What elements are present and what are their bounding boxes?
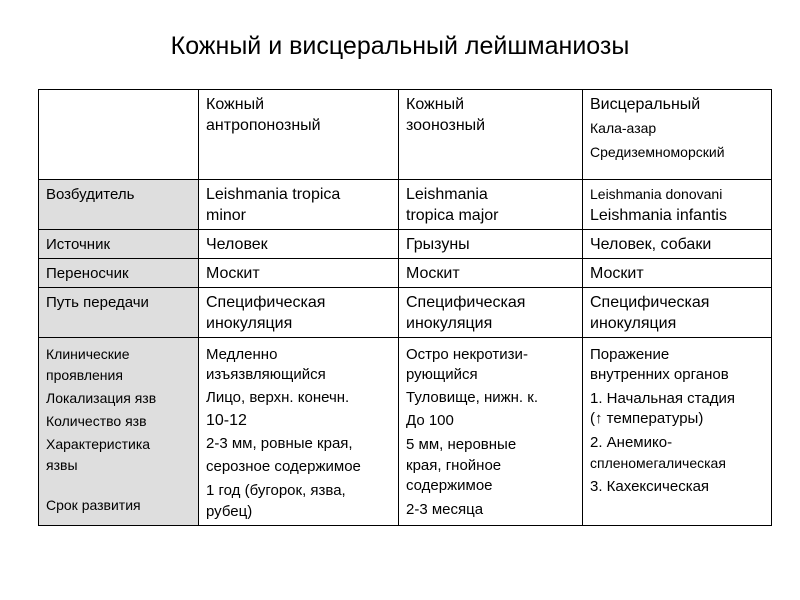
cell-line: рубец) bbox=[206, 503, 253, 520]
cell-line: Специфическая bbox=[206, 294, 326, 311]
cell-line: Поражение bbox=[590, 346, 670, 363]
table-cell bbox=[399, 230, 583, 259]
cell-line: Остро некротизи- bbox=[406, 346, 528, 363]
table-cell bbox=[399, 288, 583, 338]
table-cell bbox=[199, 259, 399, 288]
row-label-text: Переносчик bbox=[46, 265, 129, 282]
header-line: антропонозный bbox=[206, 117, 321, 134]
table-cell bbox=[583, 230, 772, 259]
row-label-text: Путь передачи bbox=[46, 294, 149, 311]
row-label-text: Количество язв bbox=[46, 413, 147, 429]
cell-line: Человек, собаки bbox=[590, 236, 712, 253]
cell-line: Туловище, нижн. к. bbox=[406, 389, 538, 406]
cell-line: Москит bbox=[406, 265, 460, 282]
cell-line: внутренних органов bbox=[590, 366, 729, 383]
cell-line: Leishmania infantis bbox=[590, 207, 727, 224]
cell-line: Медленно bbox=[206, 346, 278, 363]
cell-line: Специфическая bbox=[406, 294, 526, 311]
header-line: Висцеральный bbox=[590, 96, 701, 113]
cell-line: Leishmania tropica bbox=[206, 186, 341, 203]
cell-line: До 100 bbox=[406, 412, 454, 429]
row-label bbox=[39, 288, 199, 338]
table-header-row bbox=[39, 90, 772, 180]
header-visceral bbox=[583, 90, 772, 180]
table-row-pathogen bbox=[39, 180, 772, 230]
cell-line: (↑ температуры) bbox=[590, 410, 704, 427]
header-corner-cell bbox=[39, 90, 199, 180]
row-label-text: Возбудитель bbox=[46, 186, 135, 203]
cell-line: 3. Кахексическая bbox=[590, 478, 710, 495]
row-label-text: Локализация язв bbox=[46, 390, 157, 406]
row-label-text: Источник bbox=[46, 236, 111, 253]
table-cell bbox=[583, 180, 772, 230]
table-row-clinical bbox=[39, 338, 772, 526]
table-row-vector bbox=[39, 259, 772, 288]
cell-line: 10-12 bbox=[206, 412, 247, 429]
row-label-text: Клинические bbox=[46, 346, 130, 362]
row-label-text: язвы bbox=[46, 457, 78, 473]
cell-line: 1 год (бугорок, язва, bbox=[206, 482, 346, 499]
row-label bbox=[39, 230, 199, 259]
table-cell bbox=[399, 259, 583, 288]
cell-line: Лицо, верхн. конечн. bbox=[206, 389, 350, 406]
cell-line: Leishmania bbox=[406, 186, 488, 203]
cell-line: инокуляция bbox=[206, 315, 293, 332]
cell-line: minor bbox=[206, 207, 247, 224]
row-label bbox=[39, 338, 199, 526]
cell-line: Специфическая bbox=[590, 294, 710, 311]
cell-line: содержимое bbox=[406, 477, 493, 494]
header-line: Кожный bbox=[406, 96, 465, 113]
table-cell bbox=[199, 230, 399, 259]
header-cutaneous-anthroponotic bbox=[199, 90, 399, 180]
cell-line: Человек bbox=[206, 236, 268, 253]
row-label bbox=[39, 259, 199, 288]
cell-line: Leishmania donovani bbox=[590, 186, 723, 202]
header-line: зоонозный bbox=[406, 117, 486, 134]
header-line: Кожный bbox=[206, 96, 265, 113]
table-row-source bbox=[39, 230, 772, 259]
header-line: Кала-азар bbox=[590, 120, 657, 136]
cell-line: 2-3 мм, ровные края, bbox=[206, 435, 353, 452]
cell-line: края, гнойное bbox=[406, 457, 502, 474]
cell-line: инокуляция bbox=[406, 315, 493, 332]
cell-line: tropica major bbox=[406, 207, 499, 224]
cell-line: 5 мм, неровные bbox=[406, 436, 517, 453]
cell-line: рующийся bbox=[406, 366, 478, 383]
table-cell bbox=[583, 259, 772, 288]
row-label-text: проявления bbox=[46, 367, 123, 383]
cell-line: Москит bbox=[206, 265, 260, 282]
page-title: Кожный и висцеральный лейшманиозы bbox=[170, 32, 630, 60]
cell-line: 2. Анемико- bbox=[590, 434, 673, 451]
cell-line: серозное содержимое bbox=[206, 458, 361, 475]
cell-line: Грызуны bbox=[406, 236, 470, 253]
comparison-table bbox=[38, 89, 772, 526]
header-cutaneous-zoonotic bbox=[399, 90, 583, 180]
cell-line: изъязвляющийся bbox=[206, 366, 326, 383]
table-cell bbox=[199, 180, 399, 230]
row-label-text: Срок развития bbox=[46, 497, 141, 513]
cell-line: спленомегалическая bbox=[590, 455, 726, 471]
table-cell bbox=[399, 338, 583, 526]
table-cell bbox=[199, 288, 399, 338]
table-row-transmission bbox=[39, 288, 772, 338]
table-cell bbox=[583, 338, 772, 526]
row-label bbox=[39, 180, 199, 230]
table-cell bbox=[399, 180, 583, 230]
cell-line: 2-3 месяца bbox=[406, 501, 484, 518]
row-label-text: Характеристика bbox=[46, 436, 151, 452]
cell-line: инокуляция bbox=[590, 315, 677, 332]
table-cell bbox=[583, 288, 772, 338]
cell-line: Москит bbox=[590, 265, 644, 282]
spacer bbox=[46, 478, 192, 495]
header-line: Средиземноморский bbox=[590, 144, 725, 160]
cell-line: 1. Начальная стадия bbox=[590, 390, 735, 407]
table-cell bbox=[199, 338, 399, 526]
